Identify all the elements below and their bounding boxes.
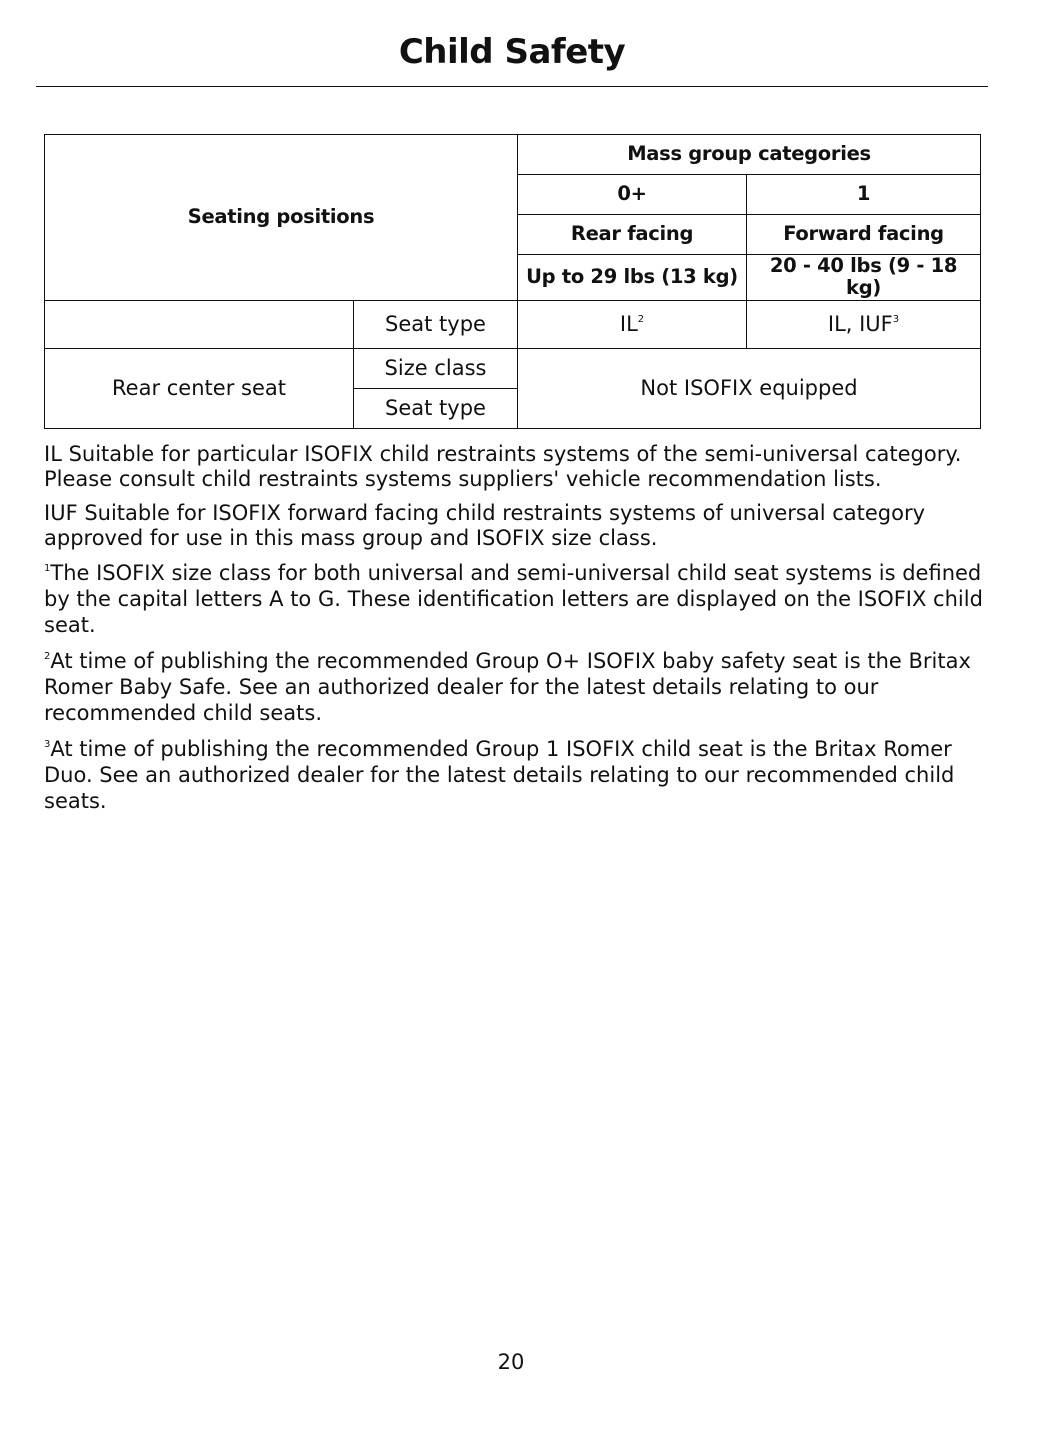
row1-position-cell [45,300,354,348]
group-0plus-header: 0+ [518,175,747,215]
footnote-3-text: At time of publishing the recommended Group 1 ISOFIX child seat is the Britax Romer Duo. See an authorized dealer for the latest details relating to our recommended child seats. [44,737,955,813]
note-il: IL Suitable for particular ISOFIX child restraints systems of the semi-universal category. Please consult child restraints systems suppliers' vehicle recommendation lists. [44,442,962,491]
footnote-1-text: The ISOFIX size class for both universal and semi-universal child seat systems is defined by the capital letters A to G. These identification letters are displayed on the ISOFIX child seat. [44,561,983,637]
rear-facing-header: Rear facing [518,215,747,255]
row1-attribute-cell: Seat type [354,300,518,348]
row1-group1-cell [747,300,981,348]
mass-group-header: Mass group categories [518,135,981,175]
not-isofix-cell: Not ISOFIX equipped [518,348,981,428]
isofix-table [44,134,981,429]
weight-0plus-header: Up to 29 lbs (13 kg) [518,255,747,301]
footnote-ref-2: 2 [637,314,645,326]
title-divider [36,86,988,87]
row1-group1-value: IL, IUF [827,312,893,337]
page-title: Child Safety [398,32,626,72]
note-iuf: IUF Suitable for ISOFIX forward facing child restraints systems of universal category approved for use in this mass group and ISOFIX size class. [44,501,926,550]
page-number: 20 [497,1350,525,1374]
rear-center-seat-cell: Rear center seat [45,348,354,428]
forward-facing-header: Forward facing [747,215,981,255]
footnote-1 [44,560,984,638]
footnote-1-mark: 1 [44,563,51,574]
weight-1-header: 20 - 40 lbs (9 - 18 kg) [747,255,981,301]
footnote-ref-3: 3 [892,314,900,326]
size-class-cell: Size class [354,348,518,388]
seating-positions-header: Seating positions [45,135,518,301]
row1-group0plus-cell [518,300,747,348]
group-1-header: 1 [747,175,981,215]
row1-group0plus-value: IL [619,312,638,337]
seat-type-cell: Seat type [354,388,518,428]
footnote-3 [44,736,984,814]
footnote-3-mark: 3 [44,739,51,750]
footnote-2 [44,648,984,726]
notes-section [44,442,984,824]
footnote-2-mark: 2 [44,651,51,662]
footnote-2-text: At time of publishing the recommended Group O+ ISOFIX baby safety seat is the Britax Romer Baby Safe. See an authorized dealer for the latest details relating to our recommended child seats. [44,649,971,725]
